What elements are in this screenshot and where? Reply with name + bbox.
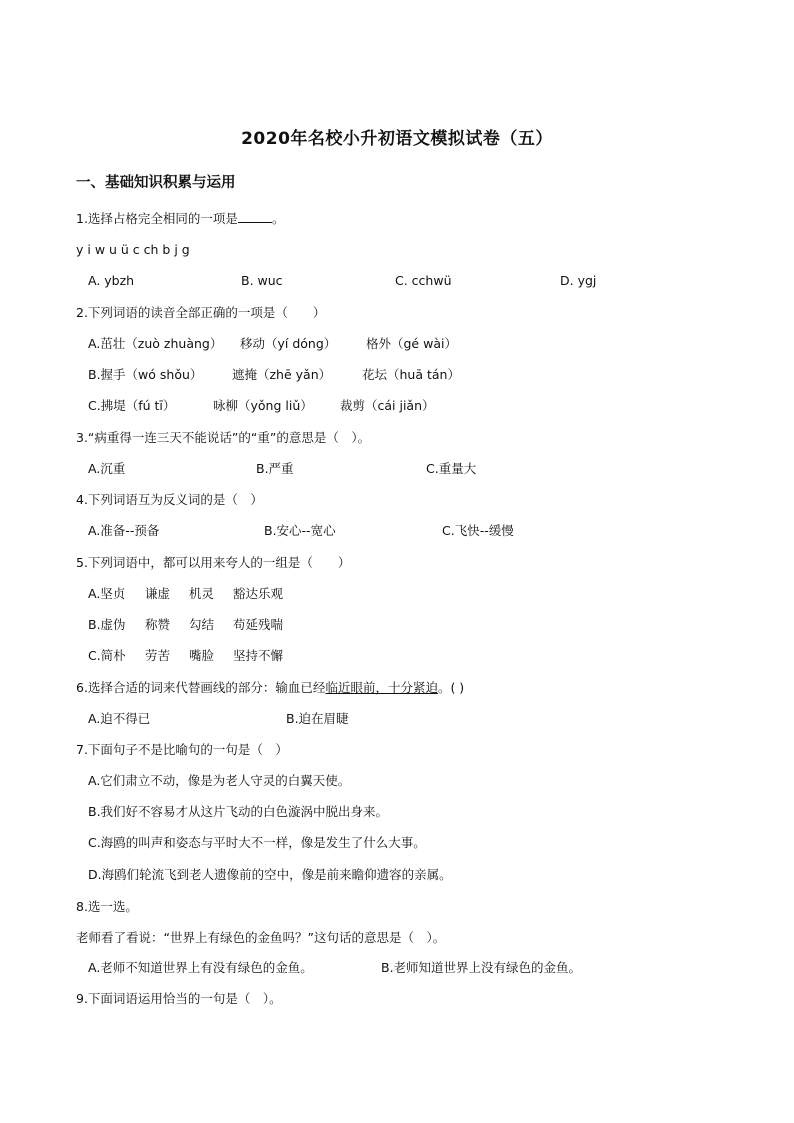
- q5-b-1: B.虚伪: [88, 617, 126, 632]
- q2-option-b-1: B.握手（wó shǒu）: [88, 367, 203, 382]
- q6-option-b: B.迫在眉睫: [286, 711, 349, 726]
- q2-option-b-2: 遮掩（zhē yǎn）: [232, 367, 332, 382]
- q2-option-a-1: A.茁壮（zuò zhuàng）: [88, 336, 223, 351]
- q5-b-3: 勾结: [189, 617, 215, 632]
- option-a: A. ybzh: [88, 273, 135, 288]
- q3-option-c: C.重量大: [426, 461, 477, 476]
- q2-option-c-3: 裁剪（cái jiǎn）: [340, 398, 435, 413]
- question-1-prompt: 1.选择占格完全相同的一项是: [76, 211, 238, 226]
- q7-option-b: B.我们好不容易才从这片飞动的白色漩涡中脱出身来。: [88, 804, 389, 819]
- q5-c-2: 劳苦: [145, 648, 171, 663]
- q5-c-1: C.简朴: [88, 648, 126, 663]
- q3-option-b: B.严重: [256, 461, 294, 476]
- q5-a-4: 豁达乐观: [233, 586, 284, 601]
- question-3-prompt: 3.“病重得一连三天不能说话”的“重”的意思是（ ）。: [76, 430, 371, 445]
- q2-option-b-3: 花坛（huā tán）: [362, 367, 460, 382]
- underlined-phrase: 临近眼前，十分紧迫: [325, 680, 438, 695]
- q2-option-a-2: 移动（yí dóng）: [240, 336, 337, 351]
- q5-c-4: 坚持不懈: [233, 648, 284, 663]
- q2-option-c-1: C.拂堤（fú tī）: [88, 398, 176, 413]
- q6-option-a: A.迫不得已: [88, 711, 151, 726]
- q2-option-a-3: 格外（gé wài）: [366, 336, 457, 351]
- q5-a-3: 机灵: [189, 586, 215, 601]
- question-2-prompt: 2.下列词语的读音全部正确的一项是（ ）: [76, 305, 326, 320]
- question-6-prompt: 6.选择合适的词来代替画线的部分：输血已经: [76, 680, 326, 695]
- q4-option-b: B.安心--宽心: [264, 523, 336, 538]
- option-c: C. cchwü: [395, 273, 452, 288]
- option-d: D. ygj: [560, 273, 597, 288]
- question-1-end: 。: [271, 211, 285, 226]
- q8-option-a: A.老师不知道世界上有没有绿色的金鱼。: [88, 960, 313, 975]
- question-1: [76, 210, 284, 228]
- section-heading: 一、基础知识积累与运用: [76, 175, 236, 191]
- question-1-letters: y i w u ü c ch b j g: [76, 242, 190, 257]
- question-6-end: 。( ): [437, 680, 465, 695]
- question-9-prompt: 9.下面词语运用恰当的一句是（ ）。: [76, 991, 282, 1006]
- q5-a-2: 谦虚: [145, 586, 171, 601]
- question-6: [76, 679, 464, 697]
- option-b: B. wuc: [241, 273, 283, 288]
- q7-option-c: C.海鸥的叫声和姿态与平时大不一样，像是发生了什么大事。: [88, 835, 426, 850]
- question-4-prompt: 4.下列词语互为反义词的是（ ）: [76, 492, 263, 507]
- question-8-stem: 老师看了看说：“世界上有绿色的金鱼吗？”这句话的意思是（ ）。: [76, 930, 446, 945]
- q8-option-b: B.老师知道世界上没有绿色的金鱼。: [381, 960, 582, 975]
- page-title: 2020年名校小升初语文模拟试卷（五）: [241, 129, 553, 149]
- q5-a-1: A.坚贞: [88, 586, 126, 601]
- q2-option-c-2: 咏柳（yǒng liǔ）: [213, 398, 313, 413]
- q5-b-2: 称赞: [145, 617, 171, 632]
- q5-b-4: 苟延残喘: [233, 617, 284, 632]
- question-7-prompt: 7.下面句子不是比喻句的一句是（ ）: [76, 742, 288, 757]
- question-5-prompt: 5.下列词语中，都可以用来夸人的一组是（ ）: [76, 555, 351, 570]
- q3-option-a: A.沉重: [88, 461, 126, 476]
- question-8-prompt: 8.选一选。: [76, 899, 138, 914]
- answer-blank: [238, 210, 272, 223]
- q4-option-a: A.准备--预备: [88, 523, 160, 538]
- q7-option-d: D.海鸥们轮流飞到老人遗像前的空中，像是前来瞻仰遗容的亲属。: [88, 867, 452, 882]
- q7-option-a: A.它们肃立不动，像是为老人守灵的白翼天使。: [88, 773, 351, 788]
- q5-c-3: 嘴脸: [189, 648, 215, 663]
- q4-option-c: C.飞快--缓慢: [442, 523, 514, 538]
